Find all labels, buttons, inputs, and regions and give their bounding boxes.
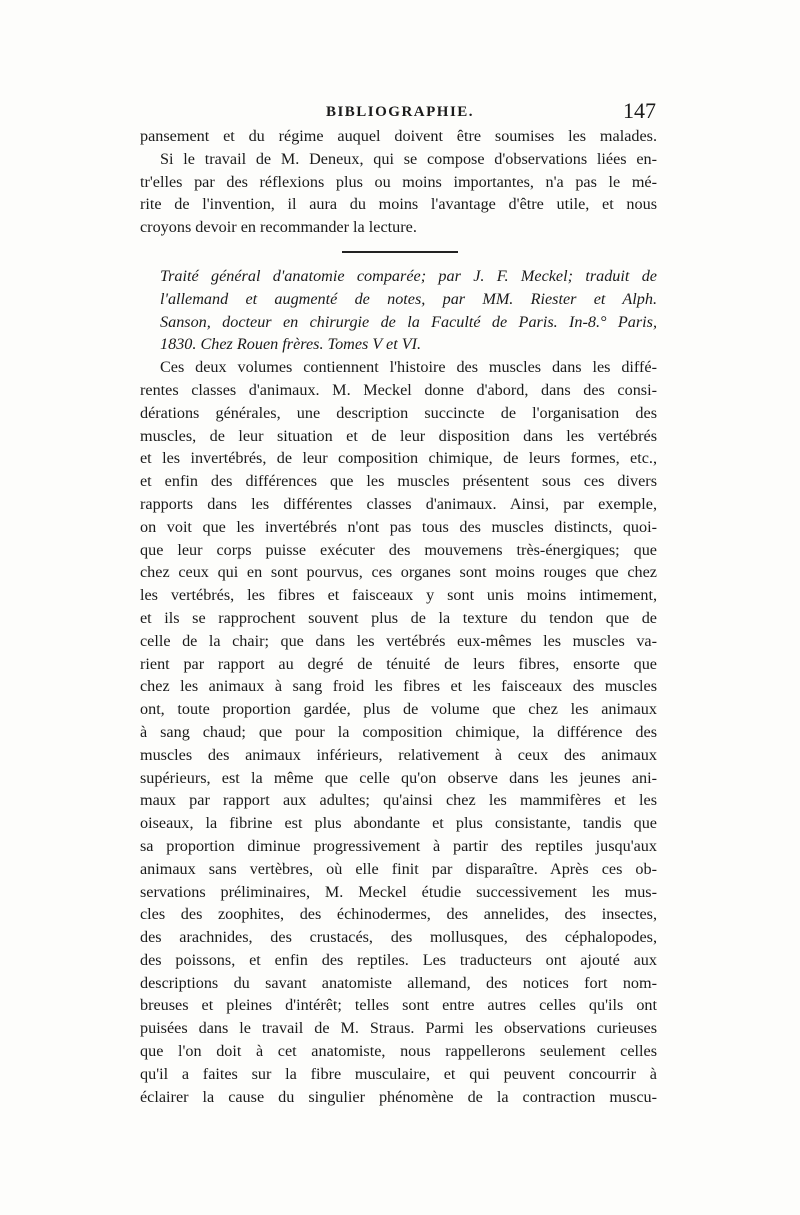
text-line: que l'on doit à cet anatomiste, nous rappellerons seulement celles [140, 1042, 657, 1061]
text-line: pansement et du régime auquel doivent être soumises les malades. [140, 127, 657, 145]
text-line: servations préliminaires, M. Meckel étudie successivement les mus- [140, 882, 657, 901]
text-line: et les invertébrés, de leur composition chimique, de leurs formes, etc., [140, 449, 657, 468]
text-line: on voit que les invertébrés n'ont pas tous des muscles distincts, quoi- [140, 517, 657, 536]
text-line: rapports dans les différentes classes d'animaux. Ainsi, par exemple, [140, 494, 657, 513]
text-line: des poissons, et enfin des reptiles. Les traducteurs ont ajouté aux [140, 950, 657, 969]
text-line: à sang chaud; que pour la composition chimique, la différence des [140, 722, 657, 741]
text-line: qu'il a faites sur la fibre musculaire, et qui peuvent concourrir à [140, 1064, 657, 1083]
text-line: les vertébrés, les fibres et faisceaux y sont unis moins intimement, [140, 586, 657, 605]
text-line: descriptions du savant anatomiste allemand, des notices fort nom- [140, 973, 657, 992]
text-line: que leur corps puisse exécuter des mouvemens très-énergiques; que [140, 540, 657, 559]
section-divider [140, 239, 657, 265]
text-line: celle de la chair; que dans les vertébrés eux-mêmes les muscles va- [140, 631, 657, 650]
text-line: puisées dans le travail de M. Straus. Parmi les observations curieuses [140, 1019, 657, 1038]
text-line: ont, toute proportion gardée, plus de volume que chez les animaux [140, 700, 657, 719]
text-line: chez les animaux à sang froid les fibres et les faisceaux des muscles [140, 677, 657, 696]
text-line: l'allemand et augmenté de notes, par MM. Riester et Alph. [160, 289, 657, 308]
page-number: 147 [623, 98, 656, 123]
text-line: maux par rapport aux adultes; qu'ainsi chez les mammifères et les [140, 791, 657, 810]
text-line: oiseaux, la fibrine est plus abondante et plus consistante, tandis que [140, 814, 657, 833]
text-line: croyons devoir en recommander la lecture. [140, 218, 417, 237]
text-line: rite de l'invention, il aura du moins l'avantage d'être utile, et nous [140, 195, 657, 214]
text-line: cles des zoophites, des échinodermes, des annelides, des insectes, [140, 905, 657, 924]
text-line: dérations générales, une description succincte de l'organisation des [140, 403, 657, 422]
text-line: Sanson, docteur en chirurgie de la Faculté de Paris. In-8.° Paris, [160, 312, 657, 331]
text-line: chez ceux qui en sont pourvus, ces organes sont moins rouges que chez [140, 563, 657, 582]
text-line: breuses et pleines d'intérêt; telles sont entre autres celles qu'ils ont [140, 996, 657, 1015]
text-line: muscles, de leur situation et de leur disposition dans les vertébrés [140, 426, 657, 445]
divider-line [342, 251, 458, 253]
text-line: rient par rapport au degré de ténuité de leurs fibres, ensorte que [140, 654, 657, 673]
text-line: tr'elles par des réflexions plus ou moins importantes, n'a pas le mé- [140, 172, 657, 191]
text-line: Si le travail de M. Deneux, qui se compose d'observations liées en- [160, 149, 657, 168]
body-text [140, 125, 657, 1108]
text-line: Traité général d'anatomie comparée; par J. F. Meckel; traduit de [160, 266, 657, 285]
text-line: animaux sans vertèbres, où elle finit par disparaître. Après ces ob- [140, 859, 657, 878]
text-line: Ces deux volumes contiennent l'histoire des muscles dans les diffé- [160, 358, 657, 377]
running-head: BIBLIOGRAPHIE. [325, 104, 475, 120]
text-line: muscles des animaux inférieurs, relativement à ceux des animaux [140, 745, 657, 764]
text-line: et ils se rapprochent souvent plus de la texture du tendon que de [140, 608, 657, 627]
text-line: sa proportion diminue progressivement à partir des reptiles jusqu'aux [140, 836, 657, 855]
text-line: et enfin des différences que les muscles présentent sous ces divers [140, 472, 657, 491]
text-line: éclairer la cause du singulier phénomène de la contraction muscu- [140, 1087, 657, 1106]
text-line: supérieurs, est la même que celle qu'on observe dans les jeunes ani- [140, 768, 657, 787]
text-line: 1830. Chez Rouen frères. Tomes V et VI. [160, 335, 422, 354]
text-line: des arachnides, des crustacés, des mollusques, des céphalopodes, [140, 928, 657, 947]
text-line: rentes classes d'animaux. M. Meckel donne d'abord, dans des consi- [140, 380, 657, 399]
